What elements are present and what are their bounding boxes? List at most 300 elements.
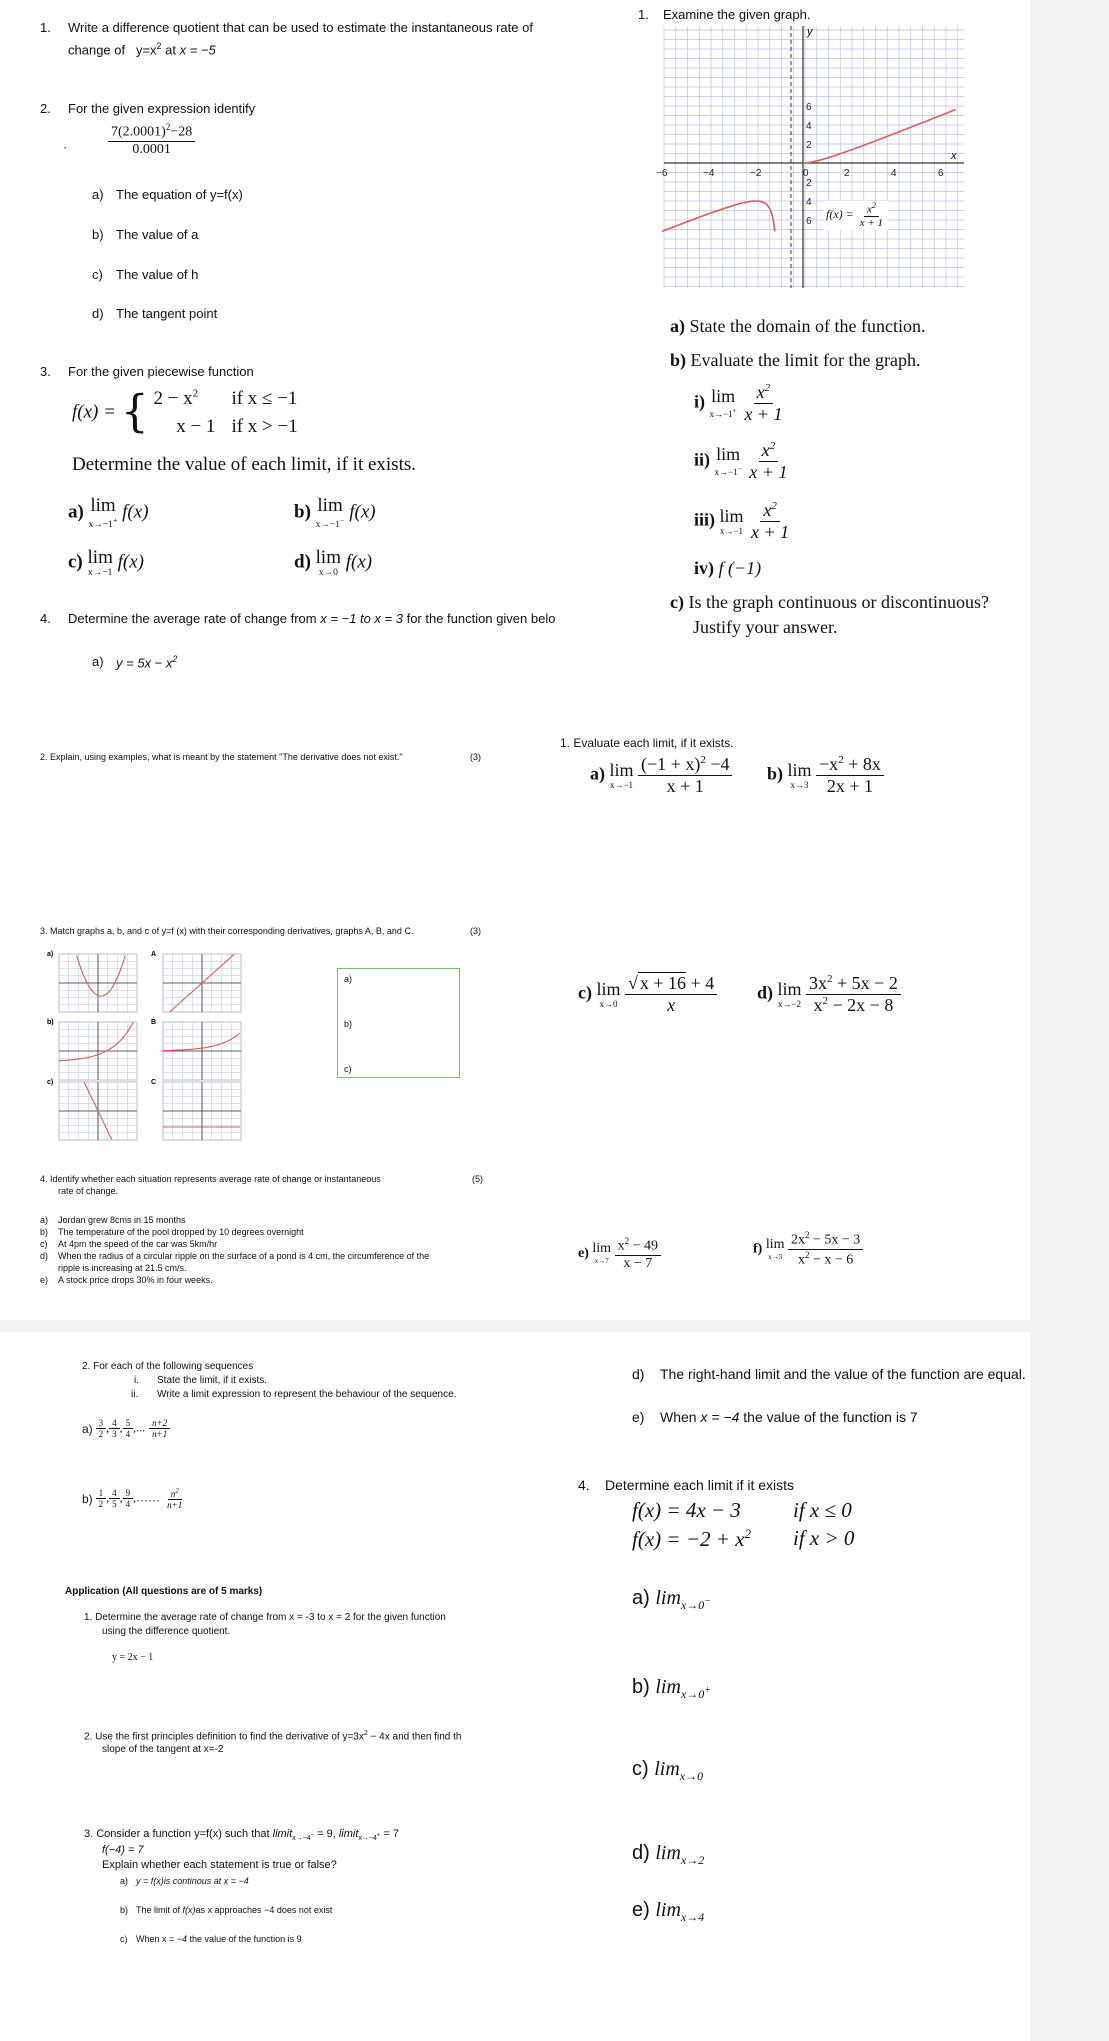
frac-num: x <box>617 1238 625 1254</box>
lim-subscript: x→0 <box>680 1687 705 1701</box>
q3-c-x: −4 <box>176 1934 188 1944</box>
graph-title: Examine the given graph. <box>663 7 811 22</box>
list-item <box>40 1274 429 1286</box>
part-a <box>670 316 925 337</box>
lim-word: lim <box>765 1236 785 1252</box>
case1-exp: 2 <box>192 387 199 400</box>
x-tick-label: 0 <box>803 168 809 179</box>
lim-subscript: x→−1 <box>609 779 634 790</box>
q4-part2: for the function given belo <box>402 611 556 626</box>
lim-subscript: x→3 <box>790 779 809 790</box>
y-tick-label: 6 <box>806 102 812 113</box>
frac-tail: −28 <box>170 124 193 140</box>
panel-piecewise-limits <box>560 1332 1030 2041</box>
instruction-ii: Write a limit expression to represent the behaviour of the sequence. <box>157 1389 457 1400</box>
part-c-text: Is the graph continuous or discontinuous? <box>688 592 989 612</box>
answer-a-label: a) <box>344 974 353 984</box>
y-tick-label: 4 <box>806 121 812 132</box>
item-text: A stock price drops 30% in four weeks. <box>58 1275 213 1285</box>
limit-label: b) <box>294 501 311 523</box>
item-label: b) <box>632 1676 650 1698</box>
question-number: 1. <box>40 20 51 35</box>
item-label: a) <box>632 1587 650 1609</box>
lim-word: lim <box>592 1241 612 1257</box>
graph-label: a) <box>47 951 54 958</box>
question-3-text: 3. Match graphs a, b, and c of y=f (x) with their corresponding derivatives, graphs A, B, and C. <box>40 926 414 936</box>
frac-den: x <box>798 1252 805 1268</box>
item-text: The value of a <box>116 227 199 242</box>
sequence-a: a) $\frac{3}{2}$ , $\frac{4}{3}$ , $\frac{5}{4}$ ,... $\frac{n+2}{n+1}$ <box>82 1418 170 1440</box>
application-q1-equation: y = 2x − 1 <box>112 1652 154 1663</box>
panel-graph-question <box>610 0 1030 700</box>
frac-exp: 2 <box>838 754 844 766</box>
y-tick-label: 4 <box>806 197 812 208</box>
statement-d: The right-hand limit and the value of the function are equal. <box>660 1366 1026 1382</box>
term-den: 2 <box>98 1499 104 1510</box>
item-text: The temperature of the pool dropped by 10 degrees overnight <box>58 1227 304 1237</box>
application-q2 <box>84 1730 461 1742</box>
frac-den-tail: − 2x − 8 <box>828 994 894 1015</box>
limit-label: b) <box>767 763 784 784</box>
q2b-tail: − 4x and then find th <box>367 1731 462 1743</box>
frac-num: (−1 + x) <box>641 754 701 774</box>
fx-label: f(x) = <box>72 401 116 423</box>
y-axis-label: y <box>807 26 813 38</box>
term-den: 5 <box>112 1499 117 1510</box>
general-den: n+1 <box>152 1429 168 1440</box>
lim-sup: − <box>340 516 345 525</box>
lim-word: lim <box>90 495 116 516</box>
question-1-text: Write a difference quotient that can be used to estimate the instantaneous rate of <box>68 20 533 35</box>
question-number: 4. <box>578 1477 590 1493</box>
lim-sup: − <box>704 1596 711 1607</box>
limit-f <box>753 1230 863 1269</box>
lim-subscript: x→−1 <box>709 409 733 420</box>
item-text: ripple is increasing at 21.5 cm/s. <box>58 1263 187 1273</box>
fx-den: x + 1 <box>859 217 884 230</box>
question-4-text <box>68 611 555 626</box>
list-item <box>40 1250 429 1262</box>
question-2-text: 2. For each of the following sequences <box>82 1361 254 1372</box>
lim-word: lim <box>777 978 802 999</box>
mini-graph <box>59 954 137 1012</box>
panel-worksheet-q1-4 <box>0 0 610 700</box>
question-title: 1. Evaluate each limit, if it exists. <box>560 736 734 750</box>
item-label: e) <box>40 1275 49 1285</box>
lim-word: lim <box>596 978 621 999</box>
derivative-label: A <box>151 951 157 958</box>
statement-e <box>660 1409 918 1425</box>
list-item <box>40 1238 429 1250</box>
bullet-dot: · <box>63 140 68 155</box>
q3-sub1: x→−4 <box>292 1835 311 1843</box>
case2-expr: x − 1 <box>176 415 216 437</box>
limit-i <box>694 382 785 424</box>
term-num: 9 <box>123 1488 134 1499</box>
lim-sup: + <box>704 1685 711 1696</box>
frac-num-tail: + 8x <box>843 754 881 774</box>
question-2-text: 2. Explain, using examples, what is meant by the statement "The derivative does not exist." <box>40 752 403 762</box>
lim-word: lim <box>655 1676 681 1698</box>
application-q1-line2: using the difference quotient. <box>102 1626 231 1637</box>
frac-num-tail: + 5x − 2 <box>832 973 898 993</box>
item-label: c) <box>92 267 103 282</box>
ellipsis: …… <box>136 1490 161 1505</box>
item-label: c) <box>40 1239 48 1249</box>
lim-subscript: x→0 <box>599 998 618 1009</box>
q4a-exp: 2 <box>172 654 178 664</box>
list-item <box>40 1214 429 1226</box>
limit-label: d) <box>757 982 774 1003</box>
fx-num: x <box>866 203 872 216</box>
item-text: The value of h <box>116 267 199 282</box>
marks: (5) <box>472 1174 483 1184</box>
q1-at: at <box>161 42 180 58</box>
q3-c-text <box>136 1934 302 1944</box>
limit-label: e) <box>578 1246 589 1262</box>
question-3-text: For the given piecewise function <box>68 364 254 379</box>
general-exp: 2 <box>175 1487 179 1495</box>
x-tick-label: −4 <box>703 168 715 179</box>
sub-label: iv) <box>694 558 714 578</box>
function-graph <box>656 26 964 288</box>
x-tick-label: 2 <box>844 168 850 179</box>
panel-divider <box>0 1320 1030 1332</box>
term-num: 4 <box>109 1488 120 1499</box>
limit-c <box>68 548 144 579</box>
item-text: Jordan grew 8cms in 15 months <box>58 1215 186 1225</box>
term-den: 2 <box>98 1429 104 1440</box>
q4a-expr: y = 5x − x <box>116 655 173 671</box>
part-c <box>670 592 989 613</box>
item-label: d) <box>632 1842 650 1864</box>
general-den: n+1 <box>167 1500 183 1511</box>
iv-expression: f (−1) <box>718 558 762 578</box>
lim-word: lim <box>719 505 744 526</box>
lim-word: lim <box>317 495 343 516</box>
item-label: d) <box>92 306 104 321</box>
seq-label: b) <box>82 1491 93 1506</box>
lim-subscript: x→4 <box>680 1910 705 1924</box>
x-tick-label: 4 <box>891 168 897 179</box>
application-q1: 1. Determine the average rate of change from x = -3 to x = 2 for the given function <box>84 1612 446 1623</box>
frac-num-tail: + 4 <box>686 973 715 993</box>
limit-item <box>632 1587 711 1613</box>
limit-b <box>294 496 376 531</box>
term-num: 1 <box>96 1488 107 1499</box>
derivative-label: B <box>151 1019 157 1026</box>
limit-item <box>632 1842 704 1868</box>
ellipsis: ... <box>136 1420 146 1435</box>
lim-function: f(x) <box>345 551 373 573</box>
panel-evaluate-limits <box>545 700 1030 1320</box>
part-label: a) <box>670 316 685 336</box>
limit-item <box>632 1899 704 1925</box>
q4-x2: x = 3 <box>374 611 403 626</box>
frac-den-exp: 2 <box>822 994 829 1007</box>
part-a-text: State the domain of the function. <box>689 316 926 336</box>
q3-b-text <box>136 1905 332 1915</box>
lim-subscript: x→−1 <box>88 520 113 531</box>
q2b-part1: 2. Use the first principles definition to find the derivative of y=3x <box>84 1731 364 1743</box>
frac-num: −x <box>819 754 839 774</box>
item-text: When the radius of a circular ripple on the surface of a pond is 4 cm, the circumference of the <box>58 1251 430 1261</box>
lim-subscript: x→−1 <box>719 525 744 536</box>
limit-item <box>632 1676 711 1702</box>
marks: (3) <box>470 752 481 762</box>
limit-d <box>757 973 901 1015</box>
lim-sup: − <box>737 464 742 474</box>
item-label: b) <box>40 1227 49 1237</box>
list-item <box>40 1226 429 1238</box>
q3-line2: f(−4) = 7 <box>102 1844 144 1856</box>
y-tick-label: 6 <box>806 216 812 227</box>
sqrt-symbol: √ <box>628 973 638 993</box>
frac-num-tail: − 5x − 3 <box>809 1232 861 1248</box>
q4a-equation <box>116 654 177 670</box>
item-text: The tangent point <box>116 306 218 321</box>
lim-subscript: x→0 <box>318 568 338 578</box>
lim-subscript: x→2 <box>680 1853 705 1867</box>
instruction-i: State the limit, if it exists. <box>157 1375 268 1386</box>
item-label: c) <box>120 1934 128 1944</box>
y-tick-label: 2 <box>806 140 812 151</box>
limit-label: c) <box>578 982 592 1003</box>
q3-sup1: − <box>310 1832 315 1839</box>
question-number: 3. <box>40 364 51 379</box>
frac-exp: 2 <box>700 754 706 766</box>
question-number: 2. <box>40 101 51 116</box>
q3-b-part1: The limit of <box>136 1905 183 1915</box>
frac-den: x + 1 <box>749 461 788 482</box>
item-label: d) <box>632 1366 645 1382</box>
part-c-text2: Justify your answer. <box>693 617 838 637</box>
q3-b-part2: as x approaches −4 does not exist <box>195 1905 333 1915</box>
question-number: 1. <box>638 7 649 22</box>
frac-exp: 2 <box>624 1236 630 1246</box>
q1-function: y=x <box>135 42 157 58</box>
q3-line3: Explain whether each statement is true or false? <box>102 1859 337 1871</box>
item-label: a) <box>40 1215 49 1225</box>
frac-exp: 2 <box>764 382 771 394</box>
panel-sequences-application <box>0 1332 560 2041</box>
q4-to: to <box>356 611 375 626</box>
q3-lim1: limit <box>272 1828 293 1840</box>
frac-den-tail: − x − 6 <box>809 1252 854 1268</box>
item-label: d) <box>40 1251 49 1261</box>
frac-num: 3x <box>809 973 828 993</box>
roman-i: i. <box>134 1375 139 1386</box>
sub-label: ii) <box>694 449 710 470</box>
limit-d <box>294 548 372 579</box>
application-q2-line2: slope of the tangent at x=-2 <box>102 1744 224 1755</box>
lim-word: lim <box>609 759 634 780</box>
limit-b <box>767 754 884 796</box>
q3-c-part2: the value of the function is 9 <box>187 1934 302 1944</box>
frac-num-tail: −4 <box>705 754 730 774</box>
lim-subscript: x→−1 <box>714 467 738 478</box>
item-label: c) <box>632 1758 649 1780</box>
q3-c-part1: When x = <box>136 1934 177 1944</box>
case2-condition: if x > −1 <box>231 415 298 437</box>
graph-grid <box>664 26 964 288</box>
frac-den: x − 7 <box>623 1255 653 1271</box>
lim-sup: + <box>732 406 737 416</box>
piece-1: f(x) = 4x − 3 <box>632 1498 741 1522</box>
part-b <box>670 350 920 371</box>
answer-c-label: c) <box>344 1064 352 1074</box>
frac-den: x + 1 <box>751 521 790 542</box>
part-label: c) <box>670 592 684 612</box>
frac-num: x <box>761 440 770 460</box>
lim-subscript: x→−1 <box>315 520 341 531</box>
q1-label: change of <box>68 42 126 58</box>
right-margin-strip <box>1030 0 1109 2041</box>
q3-a-text: y = f(x)is continous at x = −4 <box>136 1876 249 1886</box>
piece-2 <box>632 1526 751 1552</box>
piece-1-condition: if x ≤ 0 <box>793 1498 852 1522</box>
derivative-label: C <box>151 1079 157 1086</box>
sequence-b: b) $\frac{1}{2}$ , $\frac{4}{5}$ , $\frac{9}{4}$ ,…… $\frac{n^2}{n+1}$ <box>82 1487 185 1511</box>
frac-den: x <box>667 994 676 1015</box>
frac-exp: 2 <box>769 440 776 452</box>
mini-graph <box>163 954 241 1012</box>
q1-x-value: x = −5 <box>179 42 216 58</box>
item-label: a) <box>92 187 104 202</box>
seq-label: a) <box>82 1421 93 1436</box>
lim-word: lim <box>716 444 741 465</box>
mini-graph <box>163 1022 241 1080</box>
q3-b-fx: f(x) <box>182 1905 196 1915</box>
sub-label: iii) <box>694 509 715 530</box>
frac-exp: 2 <box>771 500 777 512</box>
q3-sup2: + <box>376 1832 381 1839</box>
limit-iii <box>694 500 792 542</box>
item-label: b) <box>92 227 104 242</box>
application-q3 <box>84 1828 399 1842</box>
frac-numerator: 7(2.0001) <box>111 124 166 140</box>
term-den: 4 <box>125 1429 131 1440</box>
e-x: x = −4 <box>700 1409 740 1425</box>
limit-a <box>68 496 149 531</box>
determine-text: Determine the value of each limit, if it exists. <box>72 454 417 475</box>
lim-function: f(x) <box>117 551 144 573</box>
marks: (3) <box>470 926 481 936</box>
graph-label: c) <box>47 1079 54 1086</box>
case1-expr: 2 − x <box>153 388 193 409</box>
x-axis-label: x <box>951 150 957 162</box>
item-text: At 4pm the speed of the car was 5km/hr <box>58 1239 218 1249</box>
frac-num: x <box>756 382 765 402</box>
limit-c <box>578 973 717 1015</box>
question-2-text: For the given expression identify <box>68 101 256 116</box>
lim-word: lim <box>655 1899 681 1921</box>
lim-subscript: x→−2 <box>777 998 802 1009</box>
q3-eq1: = 9, <box>314 1828 339 1840</box>
piece-2-condition: if x > 0 <box>793 1526 855 1550</box>
term-num: 4 <box>109 1418 120 1429</box>
piece-2-expr: f(x) = −2 + x <box>632 1527 745 1551</box>
brace: { <box>120 386 149 438</box>
frac-den-exp: 2 <box>805 1249 810 1260</box>
radicand: x + 16 <box>639 973 687 993</box>
q3-eq2: = 7 <box>380 1828 399 1840</box>
panel-derivatives-worksheet <box>0 700 545 1320</box>
limit-label: d) <box>294 551 311 573</box>
e-part1: When <box>660 1409 701 1425</box>
item-label: b) <box>120 1905 129 1915</box>
question-number: 4. <box>40 611 51 626</box>
item-label: e) <box>632 1899 650 1921</box>
frac-num: x <box>763 500 772 520</box>
term-den: 4 <box>125 1499 131 1510</box>
sub-label: i) <box>694 391 705 412</box>
lim-function: f(x) <box>349 501 376 523</box>
lim-subscript: x→3 <box>768 1252 783 1261</box>
item-text: The equation of y=f(x) <box>116 187 243 202</box>
lim-subscript: x→0 <box>679 1769 704 1783</box>
expression-fraction <box>108 122 195 158</box>
general-num: n <box>170 1489 176 1499</box>
question-1-line2 <box>68 41 216 57</box>
lim-word: lim <box>315 547 341 568</box>
question-4-text: Determine each limit if it exists <box>605 1477 795 1493</box>
q4-x1: x = −1 <box>320 611 357 626</box>
general-num: n+2 <box>149 1418 170 1429</box>
term-num: 3 <box>96 1418 107 1429</box>
e-part2: the value of the function is 7 <box>739 1409 918 1425</box>
frac-exp: 2 <box>165 122 171 132</box>
frac-den: x + 1 <box>666 775 704 796</box>
limit-label: a) <box>590 763 605 784</box>
limit-a <box>590 754 732 796</box>
lim-word: lim <box>87 547 113 568</box>
q3-part1: 3. Consider a function y=f(x) such that <box>84 1828 273 1840</box>
piecewise-function <box>72 385 298 440</box>
limit-label: a) <box>68 501 84 523</box>
situation-list <box>40 1214 429 1286</box>
lim-word: lim <box>655 1842 681 1864</box>
value-iv <box>694 558 761 579</box>
frac-num: 2x <box>791 1232 805 1248</box>
lim-word: lim <box>711 386 736 407</box>
lim-function: f(x) <box>122 501 149 523</box>
fx-num-exp: 2 <box>871 201 876 210</box>
fx-label: f(x) = <box>826 207 854 222</box>
lim-subscript: x→−1 <box>88 568 113 578</box>
frac-exp: 2 <box>805 1230 810 1240</box>
x-tick-label: 6 <box>938 168 944 179</box>
mini-graph <box>59 1082 137 1140</box>
x-tick-label: −6 <box>656 168 668 179</box>
limit-label: c) <box>68 551 83 573</box>
x-tick-label: −2 <box>750 168 762 179</box>
lim-word: lim <box>787 759 812 780</box>
frac-den: x + 1 <box>744 403 783 424</box>
lim-word: lim <box>655 1587 681 1609</box>
item-label: a) <box>92 654 104 669</box>
frac-exp: 2 <box>827 973 833 985</box>
frac-denominator: 0.0001 <box>132 141 171 157</box>
y-tick-label: 2 <box>806 178 812 189</box>
frac-den: x <box>813 994 823 1015</box>
graph-label: b) <box>47 1019 54 1026</box>
case1-condition: if x ≤ −1 <box>231 388 298 409</box>
answer-box[interactable] <box>337 968 460 1078</box>
part-label: b) <box>670 350 687 370</box>
part-b-text: Evaluate the limit for the graph. <box>690 350 921 370</box>
term-den: 3 <box>112 1429 117 1440</box>
